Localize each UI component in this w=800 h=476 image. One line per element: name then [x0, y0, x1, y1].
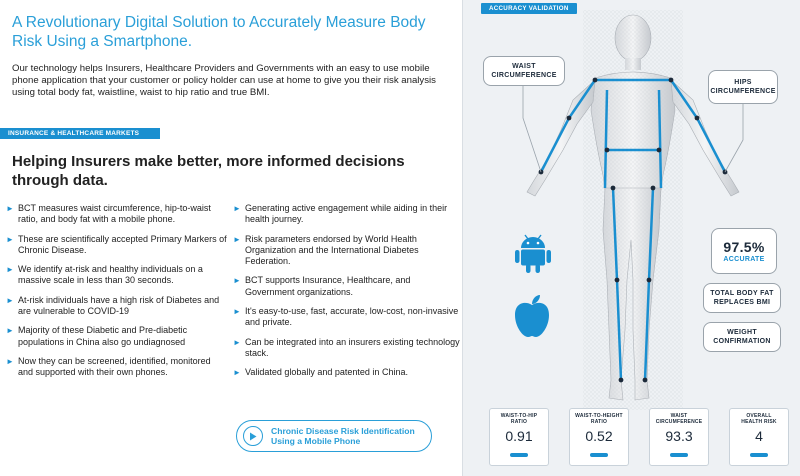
metric-value: 4	[755, 428, 763, 444]
metric-label	[490, 413, 548, 425]
section-subhead: Helping Insurers make better, more informed decisions through data.	[12, 153, 405, 189]
apple-icon	[510, 293, 554, 339]
fat-label-line-1: TOTAL BODY FAT	[710, 290, 774, 297]
list-item-text: BCT supports Insurance, Healthcare, and Government organizations.	[245, 275, 411, 297]
list-item	[233, 275, 461, 298]
cta-label	[271, 426, 415, 446]
bullet-arrow-icon: ►	[6, 295, 14, 305]
bullet-arrow-icon: ►	[6, 234, 14, 244]
hips-callout-text	[710, 78, 775, 96]
metric-card-waist-circumference	[649, 408, 709, 466]
fat-callout-text	[710, 289, 773, 307]
list-item-text: Risk parameters endorsed by World Health Organization and the International Diabetes Federation.	[245, 233, 419, 267]
weight-confirmation-callout	[703, 322, 781, 352]
list-item-text: Majority of these Diabetic and Pre-diabetic populations in China also go undiagnosed	[18, 325, 188, 347]
metric-label-line-1: WAIST-TO-HIP	[500, 413, 538, 419]
metric-label-line-2: CIRCUMFERENCE	[655, 419, 703, 425]
bullet-arrow-icon: ►	[233, 368, 241, 378]
bullet-arrow-icon: ►	[6, 265, 14, 275]
bullet-arrow-icon: ►	[233, 307, 241, 317]
cta-line-2: Using a Mobile Phone	[271, 436, 361, 446]
list-item-text: Can be integrated into an insurers existing technology stack.	[245, 336, 460, 358]
metric-card-waist-to-hip	[489, 408, 549, 466]
accuracy-validation-tag: ACCURACY VALIDATION	[481, 3, 577, 14]
metric-label-line-2: HEALTH RISK	[741, 419, 777, 425]
cta-line-1: Chronic Disease Risk Identification	[271, 426, 415, 436]
metric-label-line-2: RATIO	[510, 419, 528, 425]
bullet-list-left	[6, 203, 228, 387]
list-item	[6, 203, 228, 226]
intro-paragraph: Our technology helps Insurers, Healthcare Providers and Governments with an easy to use mobile phone application that your customer or policy holder can use at home to give you their risk analysis using total body fat, waistline, waist to hip ratio and true BMI.	[12, 63, 436, 99]
body-fat-callout	[703, 283, 781, 313]
metric-indicator	[510, 453, 528, 457]
list-item	[233, 306, 461, 329]
accuracy-value: 97.5%	[723, 238, 765, 255]
list-item	[233, 234, 461, 268]
waist-circumference-callout	[483, 56, 565, 86]
hips-label-line-2: CIRCUMFERENCE	[710, 88, 776, 95]
hips-circumference-callout	[708, 70, 778, 104]
android-icon	[513, 232, 553, 274]
bullet-list-right	[233, 203, 461, 387]
metric-label	[650, 413, 708, 425]
metric-card-overall-health-risk	[729, 408, 789, 466]
metrics-cards	[489, 408, 799, 468]
metric-label-line-2: RATIO	[590, 419, 608, 425]
section-tag-insurance: INSURANCE & HEALTHCARE MARKETS	[0, 128, 160, 139]
list-item-text: It's easy-to-use, fast, accurate, low-cost, non-invasive and private.	[245, 306, 459, 328]
list-item-text: Generating active engagement while aiding in their health journey.	[245, 203, 448, 225]
list-item	[6, 325, 228, 348]
weight-label-line-2: CONFIRMATION	[713, 338, 771, 345]
list-item	[233, 337, 461, 360]
list-item-text: These are scientifically accepted Primary Markers of Chronic Disease.	[18, 233, 227, 255]
play-icon	[243, 426, 263, 446]
accuracy-label: ACCURATE	[723, 255, 765, 263]
metric-label	[730, 413, 788, 425]
chronic-disease-video-button[interactable]	[236, 420, 432, 452]
bullet-arrow-icon: ►	[6, 204, 14, 213]
list-item-text: At-risk individuals have a high risk of Diabetes and are vulnerable to COVID-19	[18, 294, 220, 317]
list-item-text: We identify at-risk and healthy individuals on a massive scale in less than 30 seconds.	[18, 264, 203, 286]
list-item	[6, 234, 228, 257]
metric-label-line-1: WAIST	[670, 413, 688, 419]
metric-indicator	[590, 453, 608, 457]
list-item-text: Validated globally and patented in China.	[245, 367, 408, 378]
metric-value: 0.91	[505, 428, 533, 444]
waist-label-line-2: CIRCUMFERENCE	[491, 72, 557, 79]
weight-label-line-1: WEIGHT	[727, 329, 757, 336]
fat-label-line-2: REPLACES BMI	[713, 299, 771, 306]
bullet-arrow-icon: ►	[233, 204, 241, 213]
bullet-arrow-icon: ►	[6, 326, 14, 336]
metric-indicator	[750, 453, 768, 457]
waist-callout-text	[491, 62, 556, 80]
accuracy-callout	[711, 228, 777, 274]
metric-label	[570, 413, 628, 425]
list-item	[6, 295, 228, 318]
list-item	[233, 203, 461, 226]
list-item	[6, 264, 228, 287]
page-headline: A Revolutionary Digital Solution to Accurately Measure Body Risk Using a Smartphone.	[12, 14, 426, 50]
bullet-arrow-icon: ►	[6, 356, 14, 366]
waist-label-line-1: WAIST	[512, 63, 536, 70]
list-item	[233, 367, 461, 378]
metric-indicator	[670, 453, 688, 457]
bullet-arrow-icon: ►	[233, 337, 241, 347]
list-item	[6, 356, 228, 379]
metric-value: 93.3	[665, 428, 693, 444]
bullet-arrow-icon: ►	[233, 276, 241, 286]
hips-label-line-1: HIPS	[734, 79, 752, 86]
metric-label-line-1: OVERALL	[746, 413, 772, 419]
bullet-arrow-icon: ►	[233, 234, 241, 244]
list-item-text: Now they can be screened, identified, monitored and supported with their own phones.	[18, 355, 211, 378]
metric-label-line-1: WAIST-TO-HEIGHT	[575, 413, 623, 419]
metric-card-waist-to-height	[569, 408, 629, 466]
accuracy-validation-panel	[463, 0, 800, 476]
weight-callout-text	[713, 328, 771, 346]
list-item-text: BCT measures waist circumference, hip-to-waist ratio, and body fat with a mobile phone.	[18, 203, 211, 225]
metric-value: 0.52	[585, 428, 613, 444]
